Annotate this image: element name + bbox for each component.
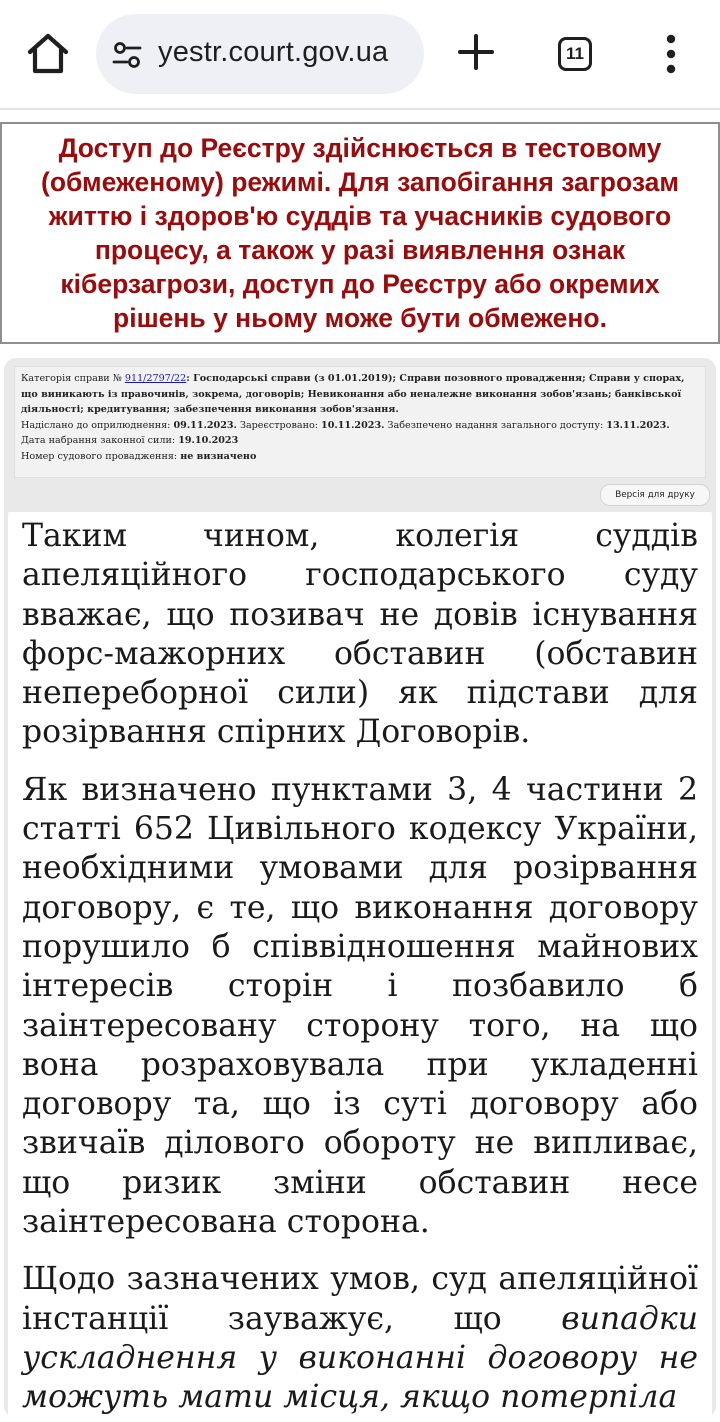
paragraph-2: Як визначено пунктами 3, 4 частини 2 статті 652 Цивільного кодексу України, необхідними умовами для розірвання договору, є те, що виконання договору порушило б співвідношення майнових інтересів сторін і позбавило б заінтересовану сторону того, на що вона розраховувала при укладенні договору та, що із суті договору або звичаїв ділового обороту не випливає, що ризик зміни обставин несе заінтересована сторона. — [22, 771, 698, 1241]
case-card — [4, 358, 716, 1418]
access-warning-banner — [0, 122, 720, 344]
registered-date: 10.11.2023. — [321, 419, 385, 431]
sent-label: Надіслано до оприлюднення: — [21, 419, 171, 431]
effective-label: Дата набрання законної сили: — [21, 435, 176, 446]
category-value: : Господарські справи (з 01.01.2019); Справи позовного провадження; Справи у спорах, що виникають із правочинів, зокрема, договорів; Невиконання або неналежне виконання зобов'язань; банківської діяльності; кредитування; забезпечення виконання зобов'язання. — [21, 373, 685, 415]
dates-row — [21, 418, 699, 434]
warning-text: Доступ до Реєстру здійснюється в тестовому (обмеженому) режимі. Для запобігання загрозам життю і здоров'ю суддів та учасників судового процесу, а також у разі виявлення ознак кіберзагрози, доступ до Реєстру або окремих рішень у ньому може бути обмежено. — [41, 133, 679, 333]
proceeding-value: не визначено — [180, 450, 257, 462]
access-date: 13.11.2023. — [606, 419, 670, 431]
registered-label: Зареєстровано: — [239, 419, 318, 431]
effective-date: 19.10.2023 — [178, 435, 239, 446]
more-vert-icon[interactable] — [656, 30, 686, 78]
case-number-link[interactable]: 911/2797/22 — [124, 373, 187, 384]
sent-date: 09.11.2023. — [173, 419, 237, 431]
url-text[interactable]: yestr.court.gov.ua — [158, 36, 389, 68]
proceeding-label: Номер судового провадження: — [21, 450, 178, 462]
plus-icon[interactable] — [454, 30, 498, 74]
tab-switcher-icon[interactable] — [558, 37, 592, 71]
browser-toolbar — [0, 0, 720, 110]
tune-icon[interactable] — [112, 40, 142, 70]
access-label: Забезпечено надання загального доступу: — [387, 419, 604, 431]
case-metadata — [14, 366, 706, 478]
paragraph-1: Таким чином, колегія суддів апеляційного господарського суду вважає, що позивач не довів існування форс-мажорних обставин (обставин непереборної сили) як підстави для розірвання спірних Договорів. — [22, 518, 698, 751]
document-text — [8, 512, 712, 1422]
category-label: Категорія справи № — [21, 373, 122, 384]
address-bar[interactable] — [96, 14, 424, 94]
print-version-button[interactable]: Версія для друку — [600, 484, 710, 506]
home-icon[interactable] — [24, 30, 72, 78]
effective-row — [21, 433, 699, 449]
case-category-row — [21, 371, 699, 418]
paragraph-3 — [8, 1260, 712, 1417]
tab-count: 11 — [566, 44, 584, 63]
paragraph-3-italic: випадки ускладнення у виконанні договору не можуть мати місця, якщо потерпіла — [22, 1300, 698, 1416]
paragraph-3-text: Щодо зазначених умов, суд апеляційної інстанції зауважує, що — [22, 1261, 698, 1337]
proceeding-row — [21, 449, 699, 465]
